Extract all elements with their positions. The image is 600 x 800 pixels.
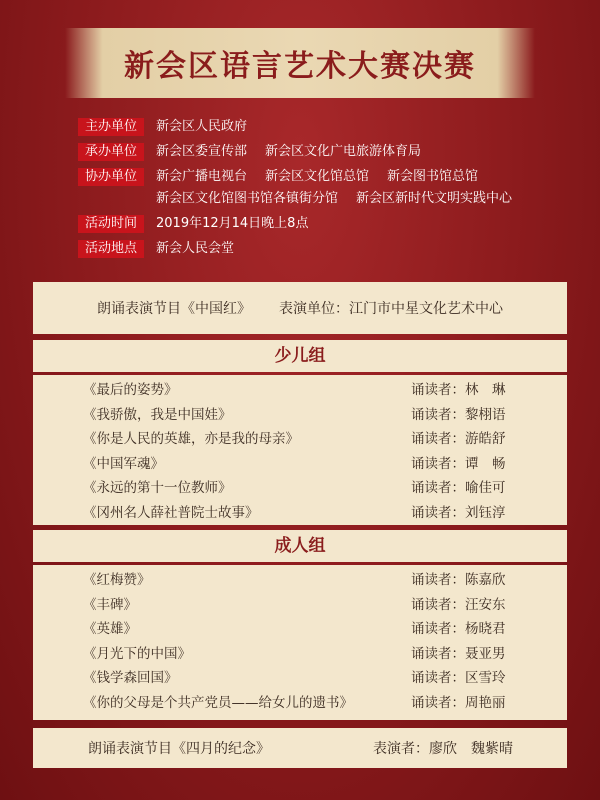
list-item — [33, 449, 567, 474]
list-item — [33, 424, 567, 449]
item-reader: 诵读者：陈嘉欣 — [411, 572, 506, 588]
item-title: 《你的父母是个共产党员——给女儿的遗书》 — [83, 694, 353, 711]
info-row-organizer — [78, 143, 578, 161]
info-value: 新会区委宣传部 — [156, 144, 248, 159]
item-reader: 诵读者：周艳丽 — [411, 694, 506, 711]
item-title: 《你是人民的英雄，亦是我的母亲》 — [83, 431, 299, 447]
item-title: 《中国军魂》 — [83, 455, 164, 472]
item-title: 《红梅赞》 — [83, 572, 151, 588]
item-reader: 诵读者：聂亚男 — [411, 645, 506, 662]
list-item — [33, 663, 567, 688]
opening-program-title: 朗诵表演节目《中国红》 — [97, 301, 251, 317]
info-value: 新会区人民政府 — [156, 119, 248, 134]
closing-program-title: 朗诵表演节目《四月的纪念》 — [88, 741, 270, 757]
page-title: 新会区语言艺术大赛决赛 — [124, 49, 476, 84]
info-value: 新会人民会堂 — [156, 241, 235, 256]
list-item — [33, 498, 567, 523]
children-list — [33, 375, 567, 525]
item-reader: 诵读者：区雪玲 — [411, 670, 506, 686]
list-item — [33, 639, 567, 664]
info-tag: 活动地点 — [78, 240, 144, 258]
item-title: 《最后的姿势》 — [83, 382, 178, 398]
list-item — [33, 688, 567, 713]
item-reader: 诵读者：汪安东 — [411, 596, 506, 613]
item-title: 《钱学森回国》 — [83, 670, 178, 686]
item-title: 《我骄傲，我是中国娃》 — [83, 406, 232, 423]
opening-performer: 表演单位：江门市中星文化艺术中心 — [279, 301, 503, 317]
title-banner — [65, 28, 535, 98]
item-title: 《冈州名人薛社普院士故事》 — [83, 504, 259, 521]
info-tag: 主办单位 — [78, 118, 144, 136]
adults-list — [33, 565, 567, 720]
info-row-co-organizer — [78, 168, 578, 208]
list-item — [33, 614, 567, 639]
info-value: 2019年12月14日晚上8点 — [156, 216, 309, 231]
closing-program — [33, 728, 567, 768]
item-title: 《永远的第十一位教师》 — [83, 480, 232, 496]
closing-performer: 表演者：廖欣 魏紫晴 — [373, 741, 513, 757]
section-heading-adults: 成人组 — [33, 530, 567, 562]
info-value: 新会区文化馆总馆 — [265, 169, 370, 184]
item-reader: 诵读者：林 琳 — [411, 382, 506, 398]
item-reader: 诵读者：谭 畅 — [411, 455, 506, 472]
list-item — [33, 473, 567, 498]
item-title: 《英雄》 — [83, 621, 137, 637]
item-reader: 诵读者：喻佳可 — [411, 480, 506, 496]
info-row-venue — [78, 240, 578, 258]
info-tag: 承办单位 — [78, 143, 144, 161]
info-row-host — [78, 118, 578, 136]
item-reader: 诵读者：杨晓君 — [411, 621, 506, 637]
section-heading-children: 少儿组 — [33, 340, 567, 372]
info-tag: 活动时间 — [78, 215, 144, 233]
info-value: 新会图书馆总馆 — [387, 169, 479, 184]
info-row-time — [78, 215, 578, 233]
info-tag: 协办单位 — [78, 168, 144, 186]
list-item — [33, 590, 567, 615]
item-title: 《丰碑》 — [83, 596, 137, 613]
info-value: 新会区文化广电旅游体育局 — [265, 144, 422, 159]
list-item — [33, 565, 567, 590]
item-title: 《月光下的中国》 — [83, 645, 191, 662]
info-value: 新会广播电视台 — [156, 169, 248, 184]
item-reader: 诵读者：刘钰淳 — [411, 504, 506, 521]
opening-program — [33, 282, 567, 334]
item-reader: 诵读者：黎栩语 — [411, 406, 506, 423]
organizer-info — [78, 118, 578, 265]
item-reader: 诵读者：游皓舒 — [411, 431, 506, 447]
list-item — [33, 375, 567, 400]
list-item — [33, 400, 567, 425]
info-value: 新会区新时代文明实践中心 — [356, 191, 513, 206]
info-value: 新会区文化馆图书馆各镇街分馆 — [156, 191, 339, 206]
